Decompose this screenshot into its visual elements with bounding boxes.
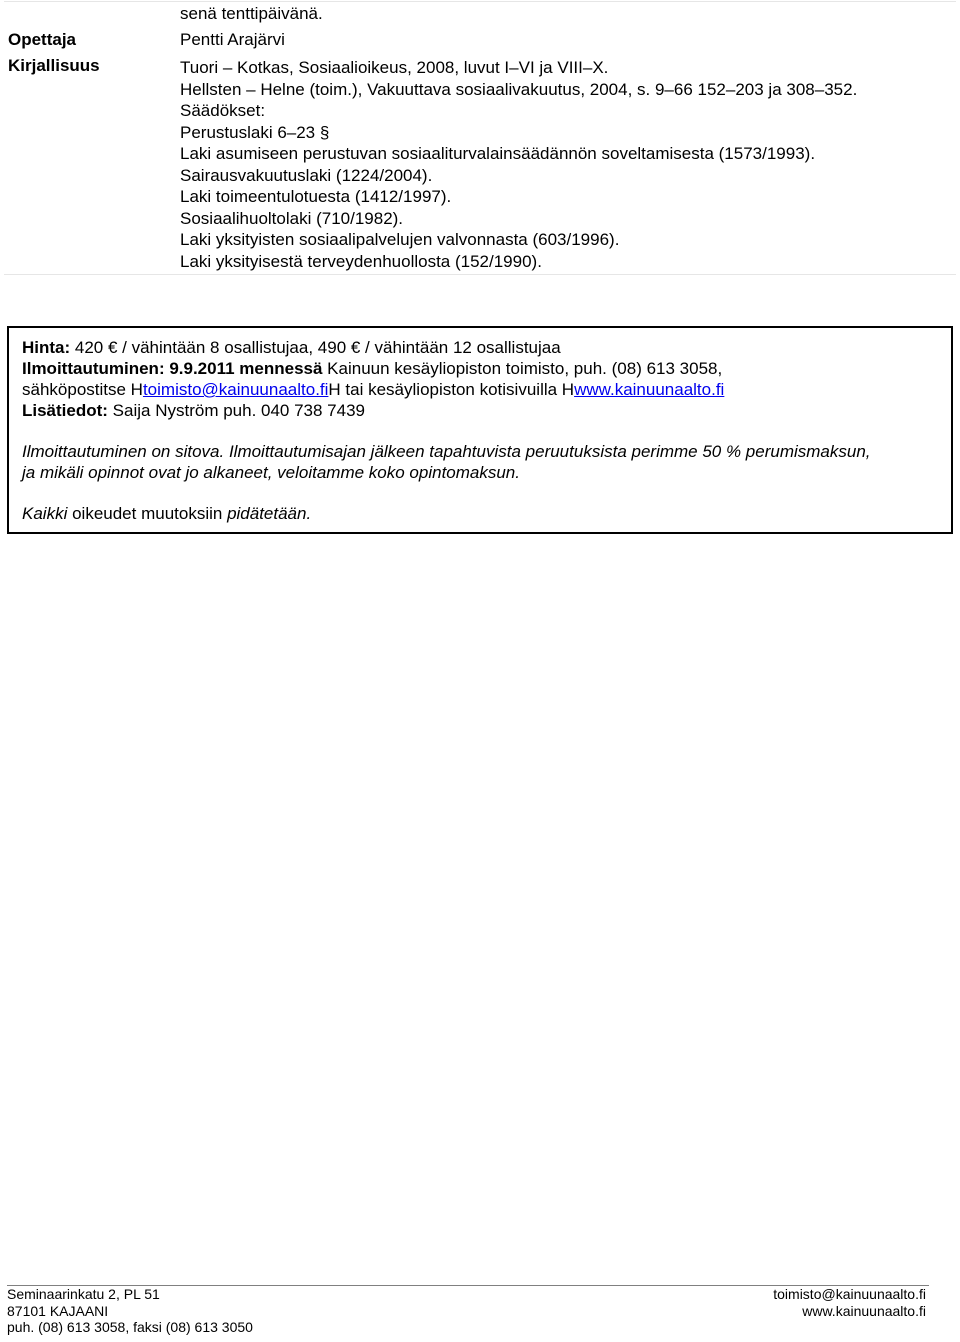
literature-label: Kirjallisuus — [8, 56, 100, 75]
footer-street: Seminaarinkatu 2, PL 51 — [7, 1286, 160, 1302]
contact-text: Saija Nyström puh. 040 738 7439 — [107, 401, 366, 420]
registration-line — [22, 358, 722, 379]
registration-label: Ilmoittautuminen: 9.9.2011 mennessä — [22, 359, 323, 378]
table-rule-bottom — [4, 274, 956, 275]
literature-line: Tuori – Kotkas, Sosiaalioikeus, 2008, luvut I–VI ja VIII–X. — [180, 58, 609, 77]
teacher-value: Pentti Arajärvi — [180, 30, 285, 49]
website-link[interactable]: www.kainuunaalto.fi — [574, 380, 725, 399]
teacher-row — [4, 29, 956, 51]
continuation-text: senä tenttipäivänä. — [180, 4, 323, 23]
continuation-row — [4, 3, 956, 25]
rights-word-2: pidätetään. — [227, 504, 312, 523]
rights-middle: oikeudet muutoksiin — [67, 504, 228, 523]
footer-web: www.kainuunaalto.fi — [802, 1302, 926, 1319]
literature-line: Perustuslaki 6–23 § — [180, 122, 330, 142]
table-rule-top — [4, 1, 956, 2]
footer-email: toimisto@kainuunaalto.fi — [773, 1286, 926, 1302]
price-line — [22, 337, 561, 358]
teacher-label: Opettaja — [8, 30, 77, 49]
literature-line: Laki yksityisten sosiaalipalvelujen valvonnasta (603/1996). — [180, 230, 620, 249]
footer-city: 87101 KAJAANI — [7, 1302, 109, 1319]
contact-line — [22, 400, 365, 421]
literature-line: Laki yksityisestä terveydenhuollosta (152/1990). — [180, 251, 542, 271]
rights-word-1: Kaikki — [22, 504, 68, 523]
contact-label: Lisätiedot: — [22, 401, 108, 420]
literature-line: Sairausvakuutuslaki (1224/2004). — [180, 165, 433, 185]
literature-line: Laki toimeentulotuesta (1412/1997). — [180, 187, 452, 206]
literature-line: Laki asumiseen perustuvan sosiaaliturvalainsäädännön soveltamisesta (1573/1993). — [180, 144, 816, 163]
email-prefix: sähköpostitse H — [22, 380, 143, 399]
pricing-info-box — [7, 326, 953, 534]
literature-line: Sosiaalihuoltolaki (710/1982). — [180, 208, 404, 228]
email-mid: H tai kesäyliopiston kotisivuilla H — [328, 380, 575, 399]
literature-line: Hellsten – Helne (toim.), Vakuuttava sosiaalivakuutus, 2004, s. 9–66 152–203 ja 308–352. — [180, 79, 858, 99]
price-text: 420 € / vähintään 8 osallistujaa, 490 € / vähintään 12 osallistujaa — [70, 338, 561, 357]
fee-notice-line: ja mikäli opinnot ovat jo alkaneet, veloitamme koko opintomaksun. — [22, 463, 520, 482]
rights-line — [22, 503, 311, 524]
registration-links-line — [22, 379, 724, 400]
registration-text: Kainuun kesäyliopiston toimisto, puh. (08) 613 3058, — [322, 359, 723, 378]
footer-phone: puh. (08) 613 3058, faksi (08) 613 3050 — [7, 1319, 253, 1335]
email-link[interactable]: toimisto@kainuunaalto.fi — [142, 380, 329, 399]
price-label: Hinta: — [22, 338, 71, 357]
binding-notice-line: Ilmoittautuminen on sitova. Ilmoittautumisajan jälkeen tapahtuvista peruutuksista perimme 50 % perumismaksun, — [22, 442, 871, 461]
footer-contact — [773, 1286, 926, 1319]
footer-address — [7, 1286, 253, 1336]
literature-line: Säädökset: — [180, 101, 266, 120]
